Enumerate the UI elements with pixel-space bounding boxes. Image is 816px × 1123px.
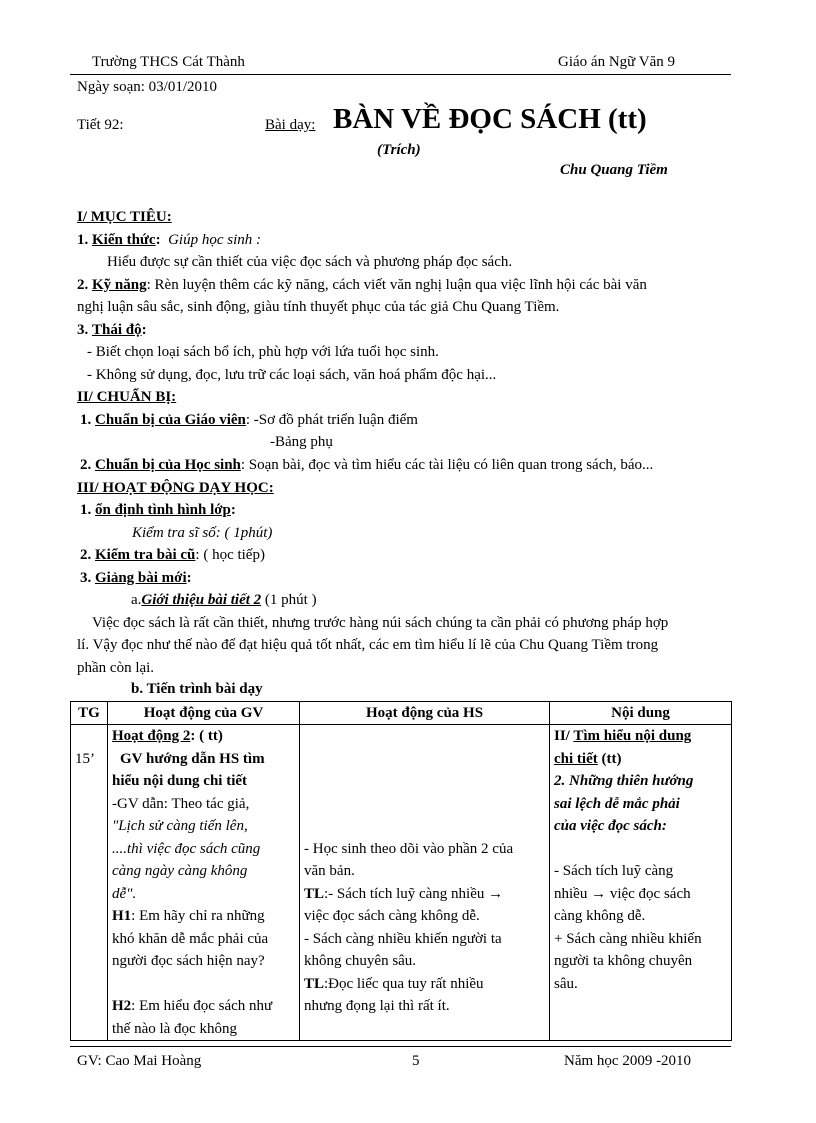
page-number: 5 bbox=[412, 1053, 420, 1069]
teacher-name: GV: Cao Mai Hoàng bbox=[77, 1053, 202, 1069]
table-header-row bbox=[71, 702, 732, 725]
question-1-line-3: người đọc sách hiện nay? bbox=[112, 953, 265, 969]
cell-teacher-activity bbox=[108, 725, 300, 1041]
attitude-label: Thái độ bbox=[92, 322, 142, 338]
skills-label: Kỹ năng bbox=[92, 277, 147, 293]
cell-content bbox=[550, 725, 732, 1041]
header-content: Nội dung bbox=[550, 702, 732, 725]
review-number: 2. bbox=[80, 547, 92, 563]
student-prep-label: Chuẩn bị của Học sinh bbox=[95, 457, 241, 473]
objective-skills bbox=[77, 277, 647, 294]
excerpt-note: (Trích) bbox=[377, 142, 421, 158]
school-year: Năm học 2009 -2010 bbox=[564, 1053, 692, 1069]
lesson-label: Bài dạy: bbox=[265, 117, 316, 133]
student-line-5: - Sách càng nhiều khiến người ta bbox=[304, 930, 502, 947]
content-point-2: nhiều → việc đọc sách bbox=[554, 885, 691, 902]
section-preparation-heading: II/ CHUẨN BỊ: bbox=[77, 389, 177, 405]
teacher-prep-number: 1. bbox=[80, 412, 92, 428]
content-point-5: người ta không chuyên bbox=[554, 953, 693, 969]
lesson-process-heading: b. Tiến trình bài dạy bbox=[131, 681, 263, 697]
knowledge-text: Hiểu được sự cần thiết của việc đọc sách và phương pháp đọc sách. bbox=[107, 254, 513, 270]
new-lesson-label: Giảng bài mới bbox=[95, 570, 187, 586]
question-2-line-2: thế nào là đọc không bbox=[112, 1020, 237, 1037]
skills-text-2: nghị luận sâu sắc, sinh động, giàu tính thuyết phục của tác giả Chu Quang Tiềm. bbox=[77, 299, 560, 315]
answer-2-label: TL bbox=[304, 975, 325, 992]
content-sub-3: của việc đọc sách: bbox=[554, 818, 667, 834]
author-name: Chu Quang Tiềm bbox=[560, 162, 668, 178]
guide-line-2: hiểu nội dung chi tiết bbox=[112, 773, 248, 789]
lesson-introduction bbox=[131, 592, 317, 609]
student-line-8: nhưng đọng lại thì rất ít. bbox=[304, 998, 450, 1014]
student-preparation bbox=[80, 457, 653, 474]
quote-line-3: càng ngày càng không bbox=[112, 863, 248, 879]
organization-label: ổn định tình hình lớp bbox=[95, 502, 231, 518]
attitude-item-1: - Biết chọn loại sách bổ ích, phù hợp với lứa tuổi học sinh. bbox=[87, 344, 439, 360]
skills-text-1: : Rèn luyện thêm các kỹ năng, cách viết văn nghị luận qua việc lĩnh hội các bài văn bbox=[146, 277, 647, 293]
intro-paragraph-3: phần còn lại. bbox=[77, 660, 155, 676]
intro-prefix: a. bbox=[131, 592, 142, 608]
period-number: Tiết 92: bbox=[77, 117, 124, 133]
content-heading-prefix: II/ bbox=[554, 728, 574, 744]
table-row bbox=[71, 725, 732, 1041]
footer-rule bbox=[70, 1046, 731, 1047]
attitude-number: 3. bbox=[77, 322, 89, 338]
class-organization bbox=[80, 502, 236, 519]
header-tg: TG bbox=[71, 702, 108, 725]
section-objectives-heading: I/ MỤC TIÊU: bbox=[77, 209, 172, 225]
question-2-text: : Em hiểu đọc sách như bbox=[131, 998, 273, 1014]
student-line-1: - Học sinh theo dõi vào phần 2 của bbox=[304, 840, 514, 857]
knowledge-label: Kiến thức bbox=[92, 232, 156, 248]
skills-number: 2. bbox=[77, 277, 89, 293]
knowledge-intro: Giúp học sinh : bbox=[168, 232, 262, 248]
answer-1-text: :- Sách tích luỹ càng nhiều → bbox=[324, 885, 504, 902]
quote-line-4: dễ". bbox=[112, 885, 137, 902]
knowledge-number: 1. bbox=[77, 232, 89, 248]
objective-attitude bbox=[77, 322, 147, 339]
activity-label: Hoạt động 2 bbox=[112, 728, 191, 744]
lesson-title: BÀN VỀ ĐỌC SÁCH (tt) bbox=[333, 103, 647, 135]
question-1-label: H1 bbox=[112, 908, 132, 924]
school-name: Trường THCS Cát Thành bbox=[92, 54, 245, 70]
organization-colon: : bbox=[230, 502, 236, 518]
organization-number: 1. bbox=[80, 502, 92, 518]
attitude-colon: : bbox=[141, 322, 147, 338]
new-lesson-colon: : bbox=[186, 570, 192, 586]
review-label: Kiểm tra bài cũ bbox=[95, 547, 196, 563]
student-line-2: văn bản. bbox=[304, 863, 355, 879]
answer-2-text: :Đọc liếc qua tuy rất nhiều bbox=[324, 975, 484, 992]
header-student-activity: Hoạt động của HS bbox=[300, 702, 550, 725]
new-lesson-number: 3. bbox=[80, 570, 92, 586]
content-point-4: + Sách càng nhiều khiến bbox=[554, 930, 702, 947]
new-lesson bbox=[80, 570, 192, 587]
activity-rest: : ( tt) bbox=[190, 728, 223, 744]
intro-paragraph-2: lí. Vậy đọc như thế nào để đạt hiệu quả tốt nhất, các em tìm hiểu lí lẽ của Chu Quang Tiềm trong bbox=[77, 637, 659, 653]
student-line-6: không chuyên sâu. bbox=[304, 953, 417, 969]
header-rule bbox=[70, 74, 731, 75]
content-point-3: càng không dễ. bbox=[554, 908, 646, 924]
cell-time bbox=[71, 725, 108, 1041]
review-text: : ( học tiếp) bbox=[195, 547, 265, 563]
section-activities-heading: III/ HOẠT ĐỘNG DẠY HỌC: bbox=[77, 480, 274, 496]
attendance-check: Kiểm tra sĩ số: ( 1phút) bbox=[132, 525, 273, 541]
student-prep-text: : Soạn bài, đọc và tìm hiểu các tài liệu có liên quan trong sách, báo... bbox=[240, 457, 654, 473]
student-prep-number: 2. bbox=[80, 457, 92, 473]
intro-paragraph-1: Việc đọc sách là rất cần thiết, nhưng trước hàng núi sách chúng ta cần phải có phương pháp hợp bbox=[92, 615, 669, 631]
teacher-preparation bbox=[80, 412, 418, 429]
content-sub-2: sai lệch dễ mắc phải bbox=[554, 795, 680, 812]
teacher-prep-item-1: : -Sơ đồ phát triển luận điểm bbox=[245, 412, 418, 428]
teacher-prep-item-2: -Bảng phụ bbox=[270, 434, 333, 450]
review-old-lesson bbox=[80, 547, 265, 564]
teacher-lead: -GV dẫn: Theo tác giả, bbox=[112, 795, 250, 812]
intro-time: (1 phút ) bbox=[261, 592, 317, 608]
subject-name: Giáo án Ngữ Văn 9 bbox=[558, 54, 675, 70]
intro-label: Giới thiệu bài tiết 2 bbox=[141, 592, 262, 608]
guide-line-1: GV hướng dẫn HS tìm bbox=[120, 750, 265, 767]
cell-student-activity bbox=[300, 725, 550, 1041]
answer-1-label: TL bbox=[304, 885, 325, 902]
attitude-item-2: - Không sử dụng, đọc, lưu trữ các loại sách, văn hoá phẩm độc hại... bbox=[87, 367, 497, 383]
content-point-6: sâu. bbox=[554, 975, 578, 992]
content-heading-2: chi tiết bbox=[554, 750, 598, 767]
content-heading-rest: (tt) bbox=[597, 750, 622, 767]
header-teacher-activity: Hoạt động của GV bbox=[108, 702, 300, 725]
question-2-label: H2 bbox=[112, 998, 132, 1014]
objective-knowledge bbox=[77, 232, 261, 249]
content-heading-1: Tìm hiểu nội dung bbox=[573, 728, 692, 744]
student-line-4: việc đọc sách càng không dễ. bbox=[304, 908, 480, 924]
question-1-text: : Em hãy chỉ ra những bbox=[131, 908, 265, 924]
knowledge-colon: : bbox=[155, 232, 161, 248]
time-value: 15’ bbox=[75, 750, 95, 767]
lesson-table bbox=[70, 701, 732, 1041]
quote-line-1: "Lịch sử càng tiến lên, bbox=[112, 818, 248, 834]
quote-line-2: ....thì việc đọc sách cũng bbox=[112, 840, 261, 857]
content-sub-1: 2. Những thiên hướng bbox=[554, 773, 694, 789]
question-1-line-2: khó khăn dễ mắc phải của bbox=[112, 930, 269, 947]
prepared-date: Ngày soạn: 03/01/2010 bbox=[77, 79, 217, 95]
content-point-1: - Sách tích luỹ càng bbox=[554, 863, 674, 879]
teacher-prep-label: Chuẩn bị của Giáo viên bbox=[95, 412, 246, 428]
